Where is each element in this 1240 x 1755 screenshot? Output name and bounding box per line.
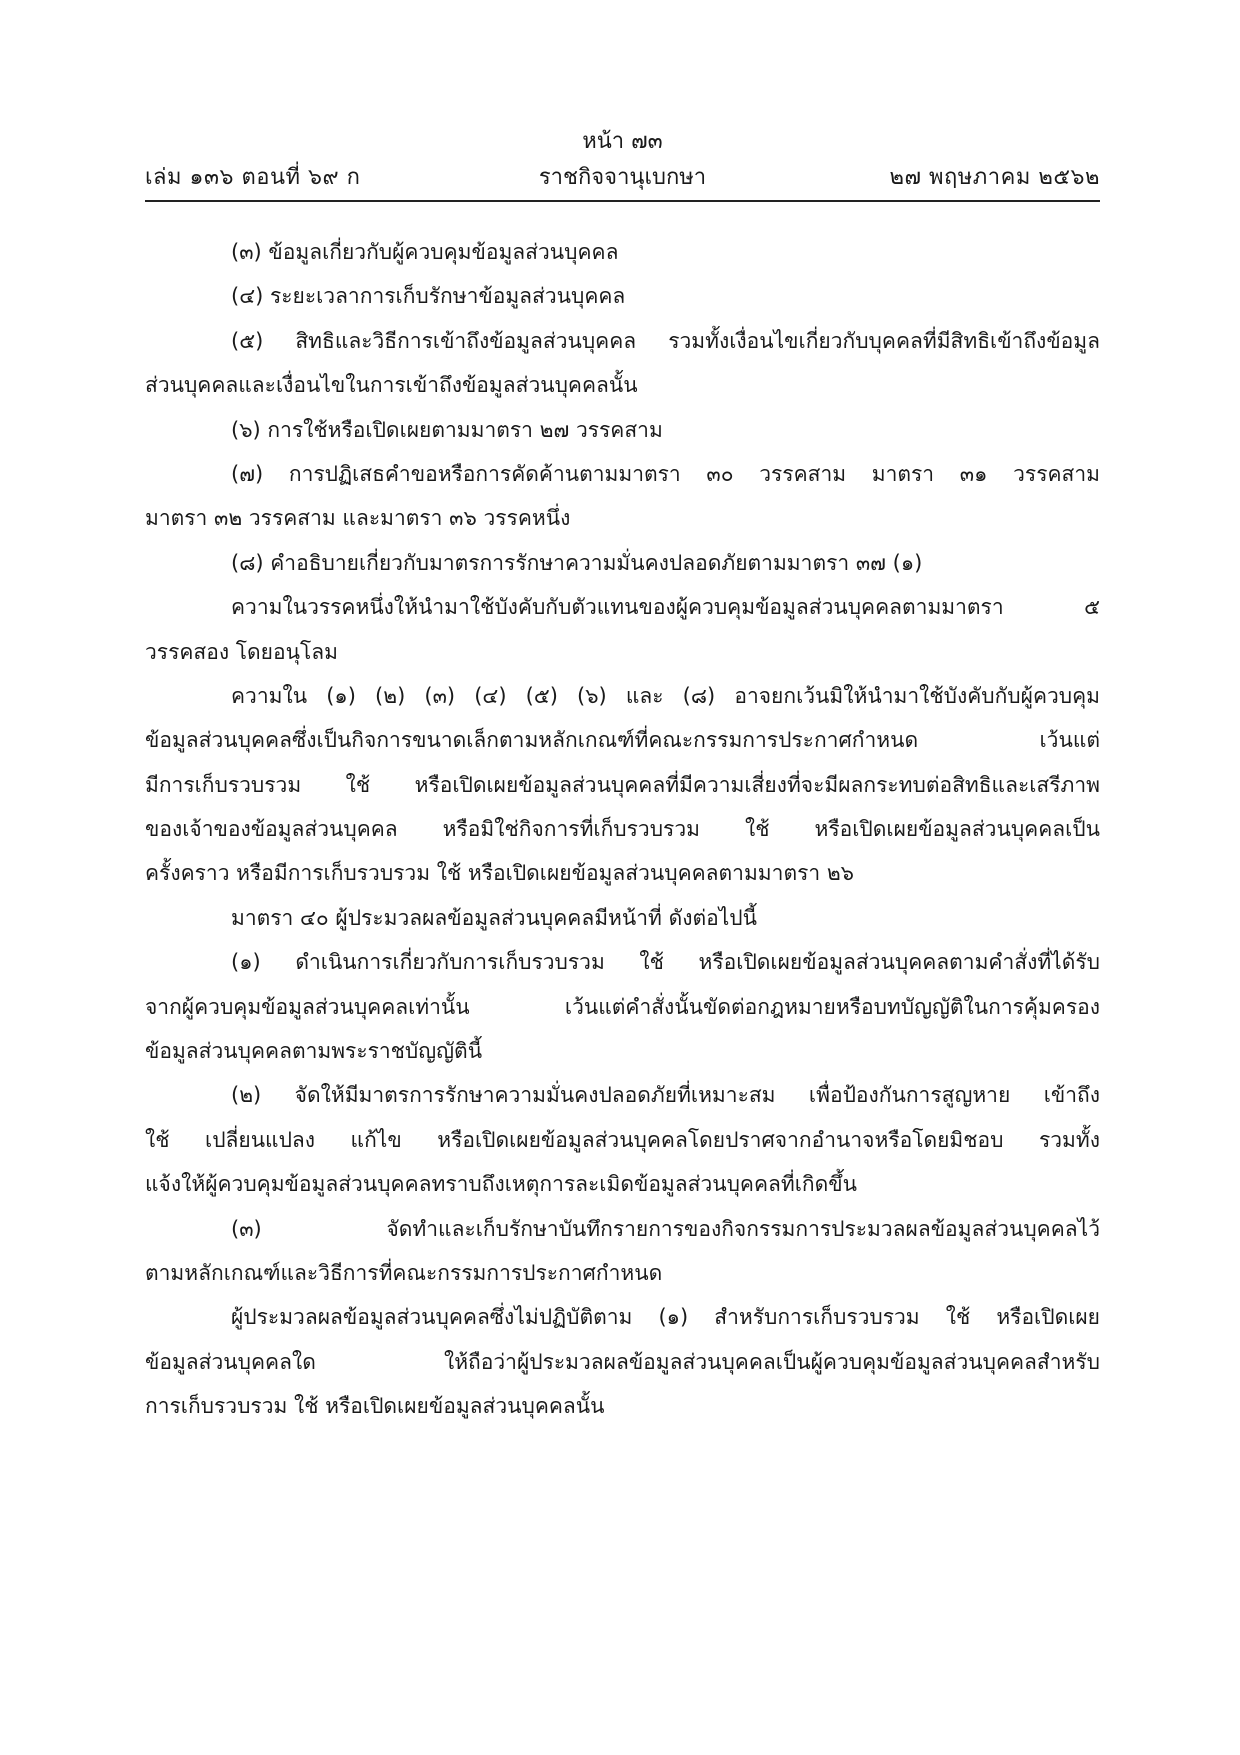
text-line: ของเจ้าของข้อมูลส่วนบุคคล หรือมิใช่กิจการที่เก็บรวบรวม ใช้ หรือเปิดเผยข้อมูลส่วนบุคคลเป็น [145, 817, 1100, 842]
text-line: (๘) คำอธิบายเกี่ยวกับมาตรการรักษาความมั่นคงปลอดภัยตามมาตรา ๓๗ (๑) [231, 550, 923, 575]
text-line: มาตรา ๔๐ ผู้ประมวลผลข้อมูลส่วนบุคคลมีหน้าที่ ดังต่อไปนี้ [231, 905, 757, 930]
text-line: การเก็บรวบรวม ใช้ หรือเปิดเผยข้อมูลส่วนบุคคลนั้น [145, 1394, 605, 1419]
text-line: ครั้งคราว หรือมีการเก็บรวบรวม ใช้ หรือเปิดเผยข้อมูลส่วนบุคคลตามมาตรา ๒๖ [145, 861, 854, 886]
text-line: วรรคสอง โดยอนุโลม [145, 639, 338, 664]
text-line: ข้อมูลส่วนบุคคลซึ่งเป็นกิจการขนาดเล็กตามหลักเกณฑ์ที่คณะกรรมการประกาศกำหนด เว้นแต่ [145, 728, 1100, 753]
text-line: ผู้ประมวลผลข้อมูลส่วนบุคคลซึ่งไม่ปฏิบัติตาม (๑) สำหรับการเก็บรวบรวม ใช้ หรือเปิดเผย [231, 1305, 1100, 1330]
text-line: ข้อมูลส่วนบุคคลใด ให้ถือว่าผู้ประมวลผลข้อมูลส่วนบุคคลเป็นผู้ควบคุมข้อมูลส่วนบุคคลสำหรับ [145, 1349, 1100, 1374]
page-header [145, 126, 1100, 198]
text-line: มีการเก็บรวบรวม ใช้ หรือเปิดเผยข้อมูลส่วนบุคคลที่มีความเสี่ยงที่จะมีผลกระทบต่อสิทธิและเสรีภาพ [145, 772, 1100, 797]
gazette-title: ราชกิจจานุเบกษา [538, 165, 707, 190]
text-line: ความใน (๑) (๒) (๓) (๔) (๕) (๖) และ (๘) อาจยกเว้นมิให้นำมาใช้บังคับกับผู้ควบคุม [231, 683, 1100, 708]
volume-issue: เล่ม ๑๓๖ ตอนที่ ๖๙ ก [145, 165, 361, 190]
text-line: ข้อมูลส่วนบุคคลตามพระราชบัญญัตินี้ [145, 1039, 483, 1064]
text-line: (๔) ระยะเวลาการเก็บรักษาข้อมูลส่วนบุคคล [231, 284, 626, 309]
publication-date: ๒๗ พฤษภาคม ๒๕๖๒ [889, 165, 1100, 190]
text-line: ตามหลักเกณฑ์และวิธีการที่คณะกรรมการประกาศกำหนด [145, 1260, 663, 1285]
header-divider [145, 200, 1100, 202]
text-line: (๓) จัดทำและเก็บรักษาบันทึกรายการของกิจกรรมการประมวลผลข้อมูลส่วนบุคคลไว้ [231, 1216, 1100, 1241]
text-line: จากผู้ควบคุมข้อมูลส่วนบุคคลเท่านั้น เว้นแต่คำสั่งนั้นขัดต่อกฎหมายหรือบทบัญญัติในการคุ้มครอง [145, 994, 1100, 1019]
header-row [145, 158, 1100, 198]
text-line: ใช้ เปลี่ยนแปลง แก้ไข หรือเปิดเผยข้อมูลส่วนบุคคลโดยปราศจากอำนาจหรือโดยมิชอบ รวมทั้ง [145, 1127, 1100, 1152]
text-line: (๖) การใช้หรือเปิดเผยตามมาตรา ๒๗ วรรคสาม [231, 417, 663, 442]
text-line: (๓) ข้อมูลเกี่ยวกับผู้ควบคุมข้อมูลส่วนบุคคล [231, 240, 619, 264]
text-line: ความในวรรคหนึ่งให้นำมาใช้บังคับกับตัวแทนของผู้ควบคุมข้อมูลส่วนบุคคลตามมาตรา ๕ [231, 595, 1100, 620]
document-body [145, 230, 1100, 1429]
text-line: (๑) ดำเนินการเกี่ยวกับการเก็บรวบรวม ใช้ หรือเปิดเผยข้อมูลส่วนบุคคลตามคำสั่งที่ได้รับ [231, 950, 1100, 975]
text-line: (๒) จัดให้มีมาตรการรักษาความมั่นคงปลอดภัยที่เหมาะสม เพื่อป้องกันการสูญหาย เข้าถึง [231, 1083, 1100, 1108]
text-line: มาตรา ๓๒ วรรคสาม และมาตรา ๓๖ วรรคหนึ่ง [145, 506, 571, 531]
text-line: แจ้งให้ผู้ควบคุมข้อมูลส่วนบุคคลทราบถึงเหตุการละเมิดข้อมูลส่วนบุคคลที่เกิดขึ้น [145, 1172, 857, 1197]
page-number: หน้า ๗๓ [582, 129, 663, 154]
text-line: ส่วนบุคคลและเงื่อนไขในการเข้าถึงข้อมูลส่วนบุคคลนั้น [145, 373, 638, 398]
text-line: (๕) สิทธิและวิธีการเข้าถึงข้อมูลส่วนบุคคล รวมทั้งเงื่อนไขเกี่ยวกับบุคคลที่มีสิทธิเข้าถึงข้อมูล [231, 328, 1100, 353]
text-line: (๗) การปฏิเสธคำขอหรือการคัดค้านตามมาตรา ๓๐ วรรคสาม มาตรา ๓๑ วรรคสาม [231, 461, 1100, 486]
